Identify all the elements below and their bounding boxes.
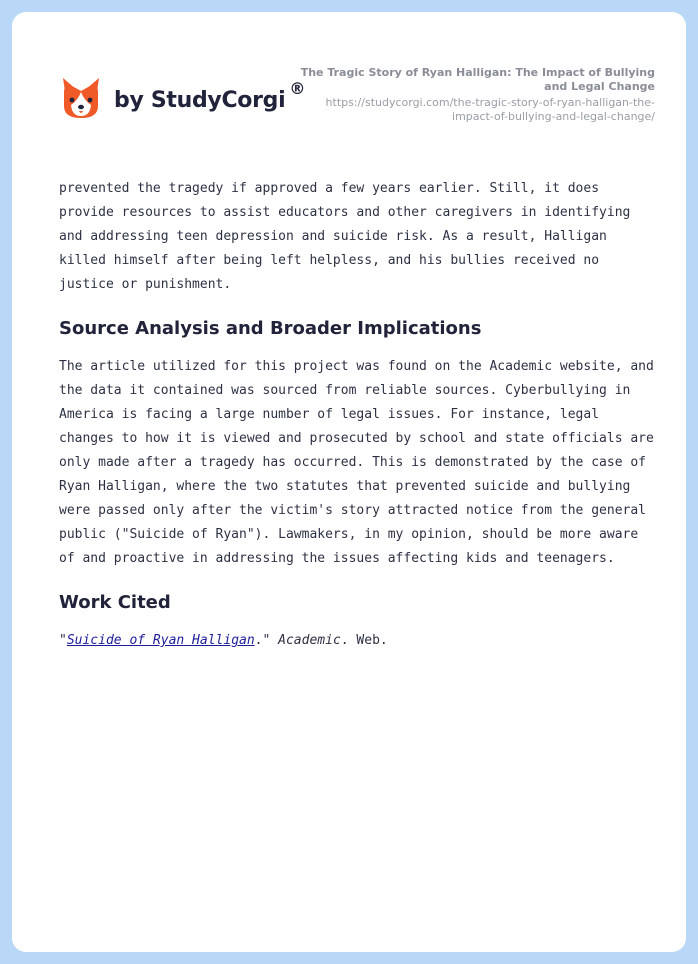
citation-entry — [59, 629, 655, 653]
corgi-icon — [60, 76, 102, 120]
document-header — [295, 66, 655, 124]
intro-paragraph: prevented the tragedy if approved a few years earlier. Still, it does provide resources to assist educators and other caregivers in identifying and addressing teen depression and suicide risk. As a result, Halligan killed himself after being left helpless, and his bullies received no justice or punishment. — [59, 181, 631, 292]
registered-mark: ® — [289, 78, 306, 98]
citation-after-link: ." — [254, 633, 279, 648]
document-title: The Tragic Story of Ryan Halligan: The Impact of Bullying and Legal Change — [300, 66, 655, 93]
studycorgi-logo[interactable] — [60, 76, 305, 120]
section-paragraph: The article utilized for this project was found on the Academic website, and the data it contained was sourced from reliable sources. Cyberbullying in America is facing a large number of legal issues. For instance, legal changes to how it is viewed and prosecuted by school and state officials are only made after a tragedy has occurred. This is demonstrated by the case of Ryan Halligan, where the two statutes that prevented suicide and bullying were passed only after the victim's story attracted notice from the general public ("Suicide of Ryan"). Lawmakers, in my opinion, should be more aware of and proactive in addressing the issues affecting kids and teenagers. — [59, 359, 654, 566]
works-cited-heading: Work Cited — [59, 592, 171, 613]
citation-link[interactable]: Suicide of Ryan Halligan — [66, 633, 255, 648]
section-heading: Source Analysis and Broader Implications — [59, 318, 482, 339]
citation-tail: . Web. — [340, 633, 388, 648]
citation-source: Academic — [278, 633, 341, 648]
brand-name: by StudyCorgi — [114, 87, 286, 113]
citation-open-quote: " — [59, 633, 67, 648]
document-body — [59, 177, 655, 653]
document-page — [12, 12, 686, 952]
document-url[interactable]: https://studycorgi.com/the-tragic-story-of-ryan-halligan-the-impact-of-bullying-and-legal-change/ — [325, 96, 655, 123]
